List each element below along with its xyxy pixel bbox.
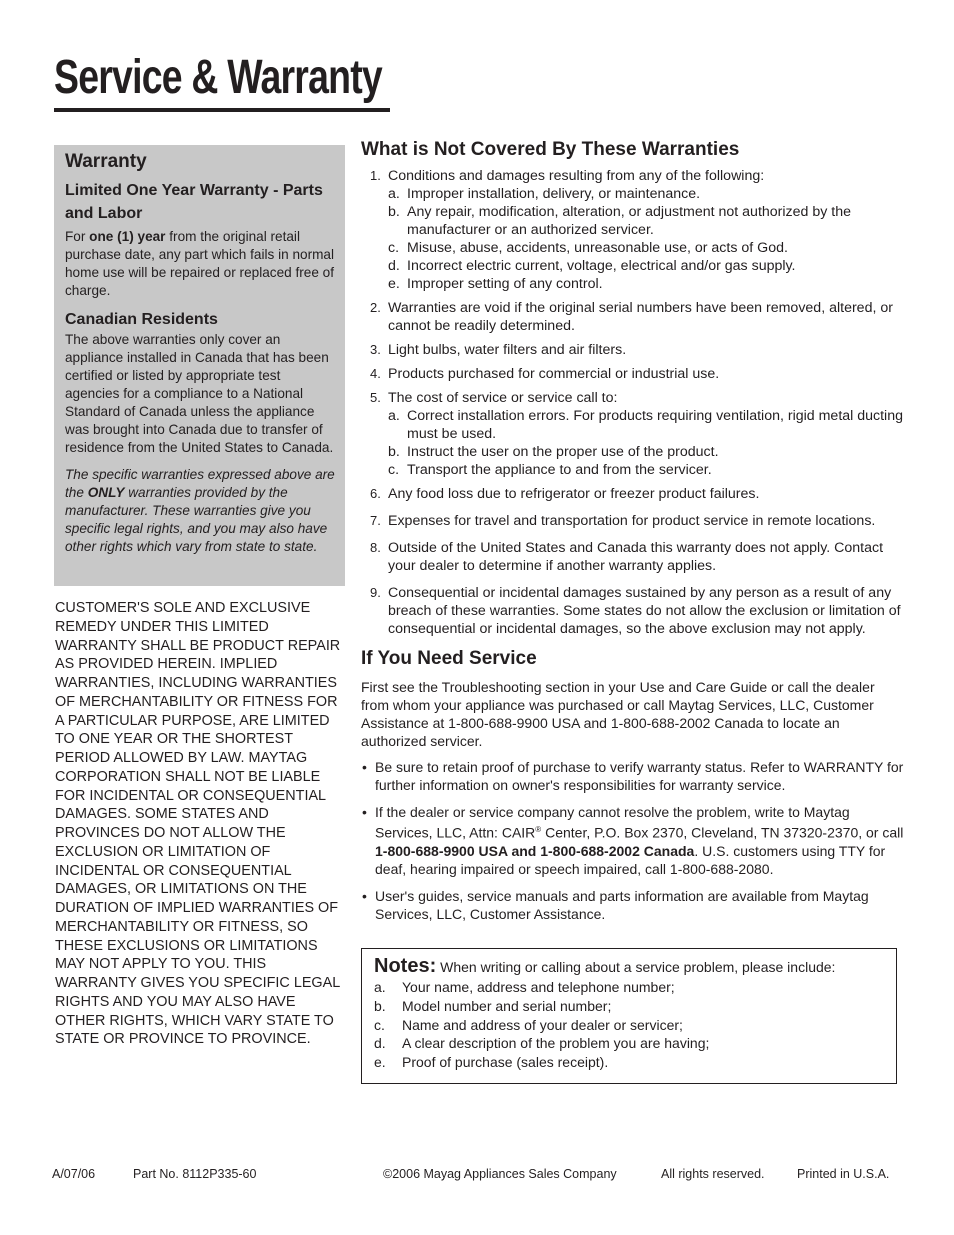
sub-item (388, 185, 906, 203)
bullet-text: User's guides, service manuals and parts information are available from Maytag Services, LLC, Customer Assistance. (375, 887, 869, 922)
list-item (361, 887, 906, 923)
notes-intro: When writing or calling about a service problem, please include: (436, 959, 836, 975)
sub-text: Misuse, abuse, accidents, unreasonable use, or acts of God. (407, 240, 788, 256)
specific-warranties-note (65, 466, 335, 556)
sub-item (388, 461, 906, 479)
sub-text: Transport the appliance to and from the servicer. (407, 462, 712, 478)
item-text: Any food loss due to refrigerator or freezer product failures. (388, 486, 760, 502)
notes-box (361, 948, 897, 1084)
sub-item (388, 203, 906, 239)
footer-rights: All rights reserved. (661, 1167, 765, 1181)
note-text: Proof of purchase (sales receipt). (402, 1054, 609, 1071)
item-text: Expenses for travel and transportation for product service in remote locations. (388, 513, 876, 529)
item-text: The cost of service or service call to: (388, 390, 618, 406)
list-item (361, 389, 906, 479)
notes-list (374, 978, 884, 1072)
title-underline (54, 108, 390, 112)
bullet-dot: • (362, 804, 367, 820)
note-letter: b. (374, 997, 386, 1014)
limited-pre: For (65, 229, 90, 244)
bullet-text: Be sure to retain proof of purchase to verify warranty status. Refer to WARRANTY for further information on owner's responsibilities for warranty service. (375, 759, 904, 793)
service-bullets (361, 758, 906, 923)
note-text: Name and address of your dealer or servicer; (402, 1016, 683, 1033)
warranty-heading: Warranty (65, 151, 147, 172)
limited-warranty-title: Limited One Year Warranty - Parts and Labor (65, 182, 323, 222)
list-item (361, 167, 906, 293)
list-item (374, 997, 884, 1016)
sub-item (388, 443, 906, 461)
sub-letter: c. (388, 240, 400, 256)
list-item (374, 1016, 884, 1035)
item-number: 8. (370, 540, 381, 555)
list-item (361, 584, 906, 638)
item-number: 7. (370, 513, 381, 528)
list-item (361, 341, 906, 359)
item-number: 3. (370, 342, 381, 357)
note-letter: c. (374, 1016, 385, 1033)
footer-printed: Printed in U.S.A. (797, 1167, 890, 1181)
limited-warranty-text (65, 228, 335, 300)
note-pre: The specific warranties expressed above are the (65, 467, 335, 500)
list-item (361, 299, 906, 335)
item-text: Conditions and damages resulting from any of the following: (388, 168, 765, 184)
item-number: 4. (370, 366, 381, 381)
sub-item (388, 257, 906, 275)
note-letter: a. (374, 979, 386, 995)
item-text: Consequential or incidental damages sustained by any person as a result of any breach of these warranties. Some states do not allow the exclusion or limitation of consequential or incidental damages, so the above exclusion may not apply. (388, 585, 901, 637)
sub-item (388, 239, 906, 257)
item-number: 2. (370, 300, 381, 315)
footer-date: A/07/06 (52, 1167, 96, 1181)
registered-mark: ® (535, 825, 542, 834)
sub-item (388, 407, 906, 443)
limited-post: from the original retail purchase date, any part which fails in normal home use will be repaired or replaced free of charge. (65, 229, 335, 298)
notes-header (374, 955, 884, 978)
sub-text: Improper installation, delivery, or maintenance. (407, 186, 701, 202)
sub-letter: e. (388, 276, 400, 292)
item-number: 1. (370, 168, 381, 183)
sub-letter: b. (388, 444, 400, 460)
warranty-box (54, 145, 345, 586)
list-item (361, 803, 906, 878)
sub-letter: b. (388, 204, 400, 220)
note-bold: ONLY (87, 485, 125, 500)
item-number: 5. (370, 390, 381, 405)
phone-numbers: 1-800-688-9900 USA and 1-800-688-2002 Canada (375, 842, 695, 859)
note-post: warranties provided by the manufacturer. These warranties give you specific legal rights, and you may also have other rights which vary from state to state. (65, 485, 328, 554)
sub-text: Improper setting of any control. (407, 276, 603, 292)
list-item (361, 539, 906, 575)
list-item (374, 978, 884, 997)
sub-item (388, 275, 906, 293)
item-text: Outside of the United States and Canada this warranty does not apply. Contact your dealer to determine if another warranty applies. (388, 540, 884, 574)
limited-bold: one (1) year (89, 229, 166, 244)
bullet-text: . U.S. customers using TTY for deaf, hearing impaired or speech impaired, call 1-800-688-2080. (375, 842, 886, 877)
list-item (361, 758, 906, 794)
footer-part-number: Part No. 8112P335-60 (133, 1167, 257, 1181)
sub-letter: a. (388, 186, 400, 202)
item-text: Products purchased for commercial or industrial use. (388, 366, 720, 382)
note-text: Your name, address and telephone number; (402, 979, 675, 995)
service-intro: First see the Troubleshooting section in your Use and Care Guide or call the dealer from whom your appliance was purchased or call Maytag Services, LLC, Customer Assistance at 1-800-688-9900 USA and 1-800-688-2002 Canada to locate an authorized servicer. (361, 679, 875, 749)
sub-text: Any repair, modification, alteration, or adjustment not authorized by the manufacturer or an authorized servicer. (407, 204, 852, 238)
sub-text: Incorrect electric current, voltage, electrical and/or gas supply. (407, 258, 796, 274)
sub-letter: c. (388, 462, 400, 478)
bullet-dot: • (362, 887, 367, 904)
notes-label: Notes: (374, 955, 437, 977)
not-covered-list (361, 167, 906, 638)
footer-copyright: ©2006 Mayag Appliances Sales Company (383, 1167, 617, 1181)
list-item (374, 1034, 884, 1053)
sub-letter: a. (388, 408, 400, 424)
list-item (361, 365, 906, 383)
note-letter: e. (374, 1054, 386, 1071)
canadian-residents-title: Canadian Residents (65, 311, 218, 328)
item-text: Warranties are void if the original serial numbers have been removed, altered, or cannot be readily determined. (388, 300, 893, 334)
sub-text: Instruct the user on the proper use of the product. (407, 444, 719, 460)
sub-text: Correct installation errors. For products requiring ventilation, rigid metal ducting must be used. (407, 408, 903, 442)
list-item (374, 1053, 884, 1072)
liability-disclaimer: CUSTOMER'S SOLE AND EXCLUSIVE REMEDY UNDER THIS LIMITED WARRANTY SHALL BE PRODUCT REPAIR AS PROVIDED HEREIN. IMPLIED WARRANTIES, INCLUDING WARRANTIES OF MERCHANTABILITY OR FITNESS FOR A PARTICULAR PURPOSE, ARE LIMITED TO ONE YEAR OR THE SHORTEST PERIOD ALLOWED BY LAW. MAYTAG CORPORATION SHALL NOT BE LIABLE FOR INCIDENTAL OR CONSEQUENTIAL DAMAGES. SOME STATES AND PROVINCES DO NOT ALLOW THE EXCLUSION OR LIMITATION OF INCIDENTAL OR CONSEQUENTIAL DAMAGES, OR LIMITATIONS ON THE DURATION OF IMPLIED WARRANTIES OF MERCHANTABILITY OR FITNESS, SO THESE EXCLUSIONS OR LIMITATIONS MAY NOT APPLY TO YOU. THIS WARRANTY GIVES YOU SPECIFIC LEGAL RIGHTS AND YOU MAY ALSO HAVE OTHER RIGHTS, WHICH VARY STATE TO STATE OR PROVINCE TO PROVINCE. (55, 600, 341, 1048)
bullet-text: If the dealer or service company cannot resolve the problem, write to Maytag Services, LLC, Attn: CAIR (375, 804, 850, 841)
note-letter: d. (374, 1035, 386, 1052)
sub-letter: d. (388, 258, 400, 274)
item-number: 9. (370, 585, 381, 600)
service-heading: If You Need Service (361, 648, 537, 669)
bullet-text: Center, P.O. Box 2370, Cleveland, TN 37320-2370, or call (541, 824, 904, 841)
item-number: 6. (370, 486, 381, 501)
right-column (361, 139, 906, 932)
note-text: Model number and serial number; (402, 997, 612, 1014)
bullet-dot: • (362, 759, 367, 775)
list-item (361, 512, 906, 530)
canadian-residents-text: The above warranties only cover an appliance installed in Canada that has been certified or listed by appropriate test agencies for a compliance to a National Standard of Canada unless the appliance was brought into Canada due to transfer of residence from the United States to Canada. (65, 332, 334, 455)
page-title: Service & Warranty (54, 51, 382, 104)
not-covered-heading: What is Not Covered By These Warranties (361, 139, 740, 160)
note-text: A clear description of the problem you are having; (402, 1035, 710, 1052)
item-text: Light bulbs, water filters and air filters. (388, 342, 627, 358)
list-item (361, 485, 906, 503)
